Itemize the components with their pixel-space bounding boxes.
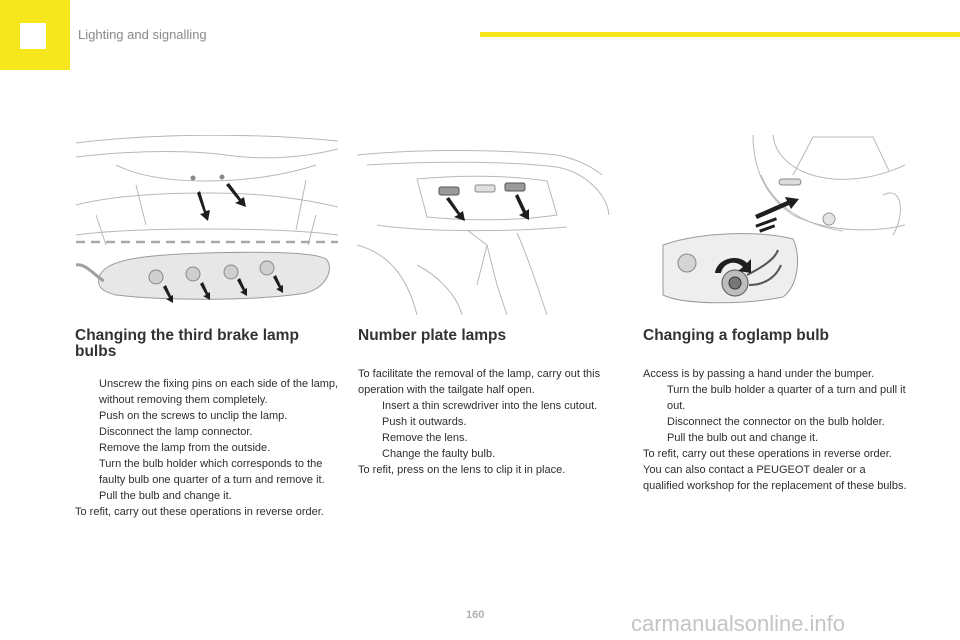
page-number: 160	[466, 609, 485, 621]
arrow-icon	[515, 194, 529, 220]
arrow-icon	[446, 197, 465, 221]
section-foglamp	[643, 328, 908, 494]
arrow-icon	[200, 282, 210, 300]
section-heading: Number plate lamps	[358, 327, 507, 344]
arrow-icon	[163, 285, 173, 303]
section-title: Lighting and signalling	[78, 27, 207, 42]
list-item: Turn the bulb holder a quarter of a turn and pull it out.	[667, 384, 906, 412]
arrow-icon	[237, 278, 247, 296]
paragraph: To facilitate the removal of the lamp, carry out this operation with the tailgate half open.	[358, 368, 601, 396]
rotate-arrow-icon	[715, 258, 751, 273]
foglamp-illustration	[643, 135, 905, 315]
steps-list	[643, 382, 908, 446]
paragraph: To refit, carry out these operations in reverse order.	[643, 448, 892, 460]
section-heading: Changing a foglamp bulb	[643, 327, 829, 344]
arrow-icon	[755, 197, 799, 233]
chapter-tab	[0, 0, 70, 70]
list-item: Push on the screws to unclip the lamp.	[99, 410, 288, 422]
list-item: Disconnect the lamp connector.	[99, 426, 253, 438]
arrow-icon	[226, 183, 246, 207]
paragraph: To refit, press on the lens to clip it in place.	[358, 464, 566, 476]
watermark: carmanualsonline.info	[631, 611, 846, 636]
list-item: Turn the bulb holder which corresponds to the faulty bulb one quarter of a turn and remove it.	[99, 458, 325, 486]
number-plate-lamp-illustration	[357, 135, 612, 315]
chapter-tab-square	[20, 23, 46, 49]
brake-lamp-illustration	[76, 135, 338, 315]
header-rule	[480, 32, 960, 37]
list-item: Remove the lens.	[382, 432, 468, 444]
list-item: Remove the lamp from the outside.	[99, 442, 271, 454]
arrow-icon	[197, 191, 210, 221]
paragraph: You can also contact a PEUGEOT dealer or a qualified workshop for the replacement of these bulbs.	[643, 464, 907, 492]
list-item: Unscrew the fixing pins on each side of the lamp, without removing them completely.	[99, 378, 339, 406]
steps-list	[358, 398, 620, 462]
section-heading: Changing the third brake lamp bulbs	[75, 327, 299, 360]
paragraph: To refit, carry out these operations in reverse order.	[75, 506, 324, 518]
section-brake-lamp	[75, 328, 340, 520]
steps-list	[75, 376, 340, 504]
section-number-plate	[358, 328, 620, 478]
list-item: Pull the bulb out and change it.	[667, 432, 819, 444]
list-item: Change the faulty bulb.	[382, 448, 496, 460]
list-item: Disconnect the connector on the bulb holder.	[667, 416, 885, 428]
arrow-icon	[273, 275, 283, 293]
list-item: Push it outwards.	[382, 416, 467, 428]
paragraph: Access is by passing a hand under the bumper.	[643, 368, 875, 380]
list-item: Insert a thin screwdriver into the lens cutout.	[382, 400, 598, 412]
list-item: Pull the bulb and change it.	[99, 490, 232, 502]
